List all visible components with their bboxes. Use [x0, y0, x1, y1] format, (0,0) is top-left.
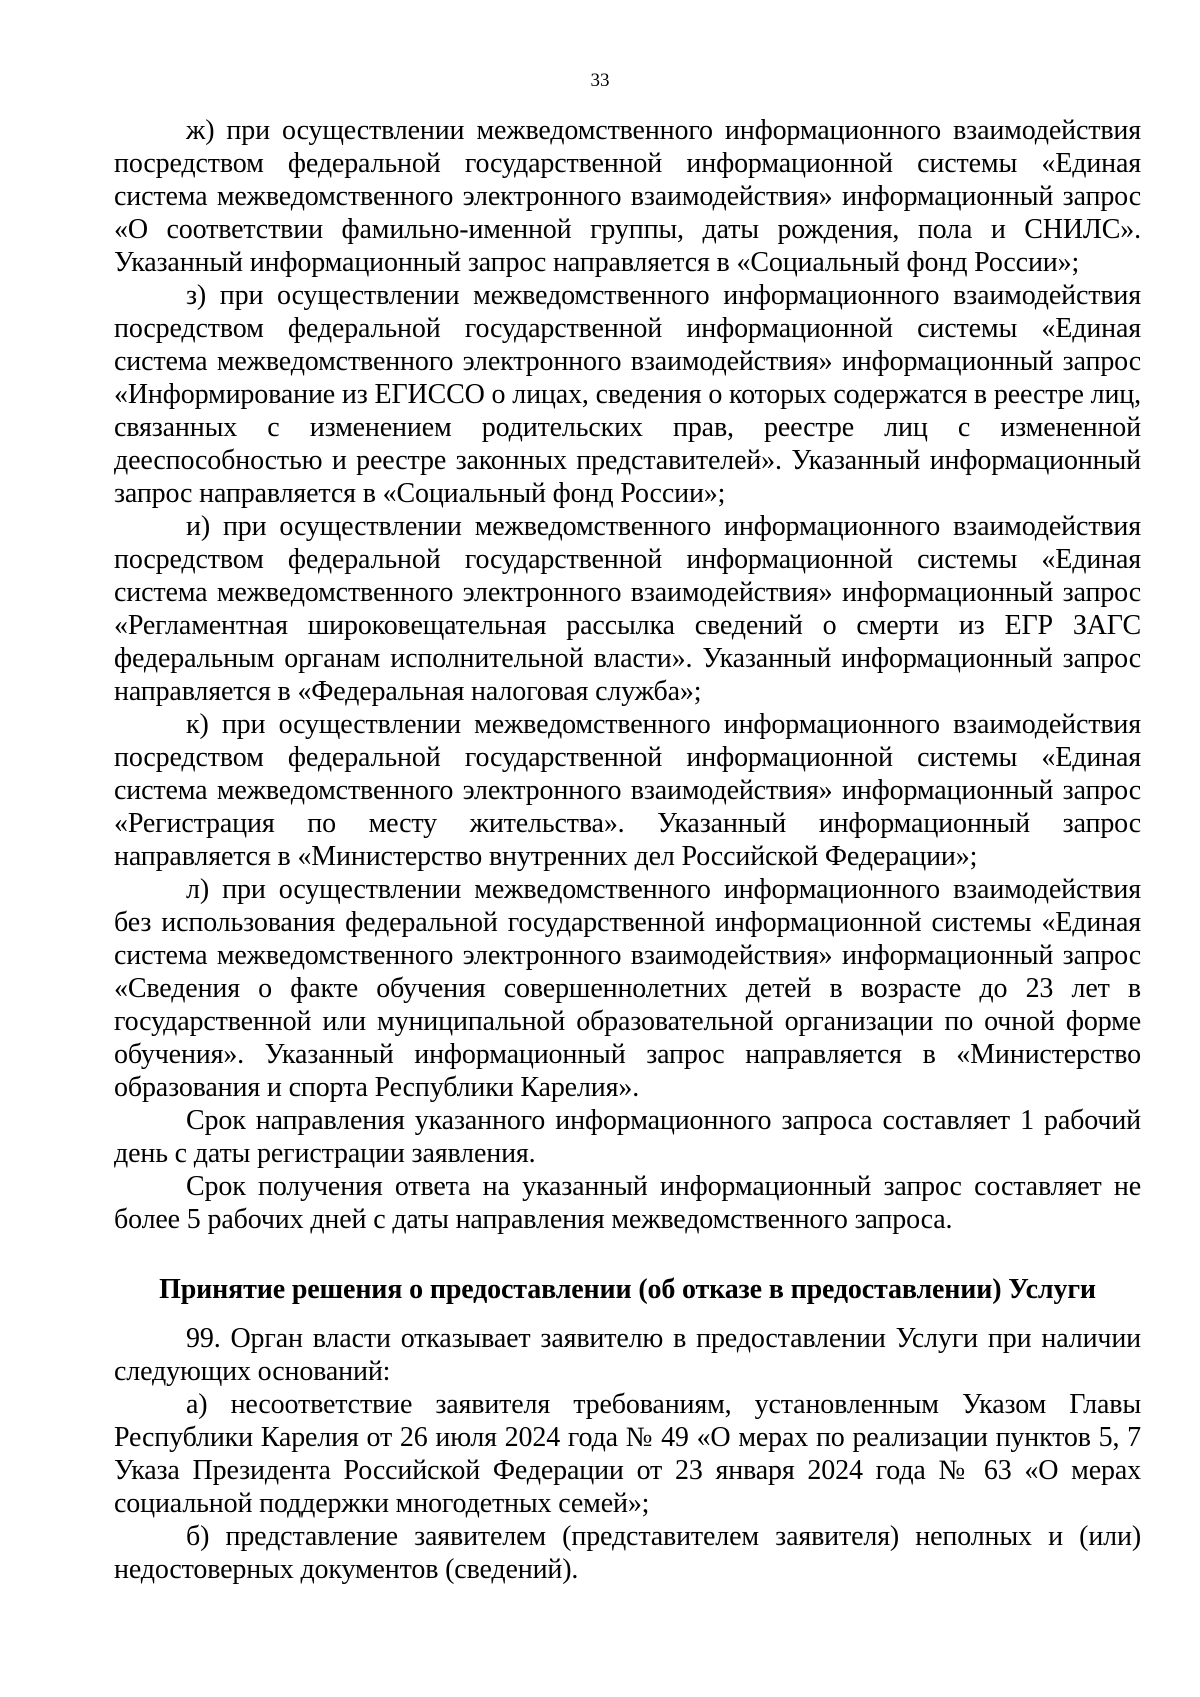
paragraph-item-k: к) при осуществлении межведомственного информационного взаимодействия посредством федеральной государственной информационной системы «Единая система межведомственного электронного взаимодействия» информационный запрос «Регистрация по месту жительства». Указанный информационный запрос направляется в «Министерство внутренних дел Российской Федерации»;: [114, 709, 1141, 872]
paragraph-item-z: з) при осуществлении межведомственного информационного взаимодействия посредством федеральной государственной информационной системы «Единая система межведомственного электронного взаимодействия» информационный запрос «Информирование из ЕГИССО о лицах, сведения о которых содержатся в реестре лиц, связанных с изменением родительских прав, реестре лиц с измененной дееспособностью и реестре законных представителей». Указанный информационный запрос направляется в «Социальный фонд России»;: [114, 280, 1141, 509]
paragraph-item-l: л) при осуществлении межведомственного информационного взаимодействия без использования федеральной государственной информационной системы «Единая система межведомственного электронного взаимодействия» информационный запрос «Сведения о факте обучения совершеннолетних детей в возрасте до 23 лет в государственной или муниципальной образовательной организации по очной форме обучения». Указанный информационный запрос направляется в «Министерство образования и спорта Республики Карелия».: [114, 874, 1141, 1103]
paragraph-item-zh: ж) при осуществлении межведомственного информационного взаимодействия посредством федеральной государственной информационной системы «Единая система межведомственного электронного взаимодействия» информационный запрос «О соответствии фамильно-именной группы, даты рождения, пола и СНИЛС». Указанный информационный запрос направляется в «Социальный фонд России»;: [114, 115, 1141, 278]
paragraph-response-deadline: Срок получения ответа на указанный информационный запрос составляет не более 5 рабочих дней с даты направления межведомственного запроса.: [114, 1171, 1141, 1235]
document-body: [114, 114, 1141, 1586]
paragraph-item-b: б) представление заявителем (представителем заявителя) неполных и (или) недостоверных документов (сведений).: [114, 1521, 1141, 1585]
page-number: 33: [590, 70, 610, 91]
paragraph-99: 99. Орган власти отказывает заявителю в предоставлении Услуги при наличии следующих оснований:: [114, 1323, 1141, 1387]
paragraph-item-a: а) несоответствие заявителя требованиям, установленным Указом Главы Республики Карелия от 26 июля 2024 года № 49 «О мерах по реализации пунктов 5, 7 Указа Президента Российской Федерации от 23 января 2024 года № 63 «О мерах социальной поддержки многодетных семей»;: [114, 1389, 1141, 1519]
paragraph-request-deadline: Срок направления указанного информационного запроса составляет 1 рабочий день с даты регистрации заявления.: [114, 1105, 1141, 1169]
paragraph-item-i: и) при осуществлении межведомственного информационного взаимодействия посредством федеральной государственной информационной системы «Единая система межведомственного электронного взаимодействия» информационный запрос «Регламентная широковещательная рассылка сведений о смерти из ЕГР ЗАГС федеральным органам исполнительной власти». Указанный информационный запрос направляется в «Федеральная налоговая служба»;: [114, 511, 1141, 707]
section-heading: Принятие решения о предоставлении (об отказе в предоставлении) Услуги: [159, 1274, 1096, 1305]
